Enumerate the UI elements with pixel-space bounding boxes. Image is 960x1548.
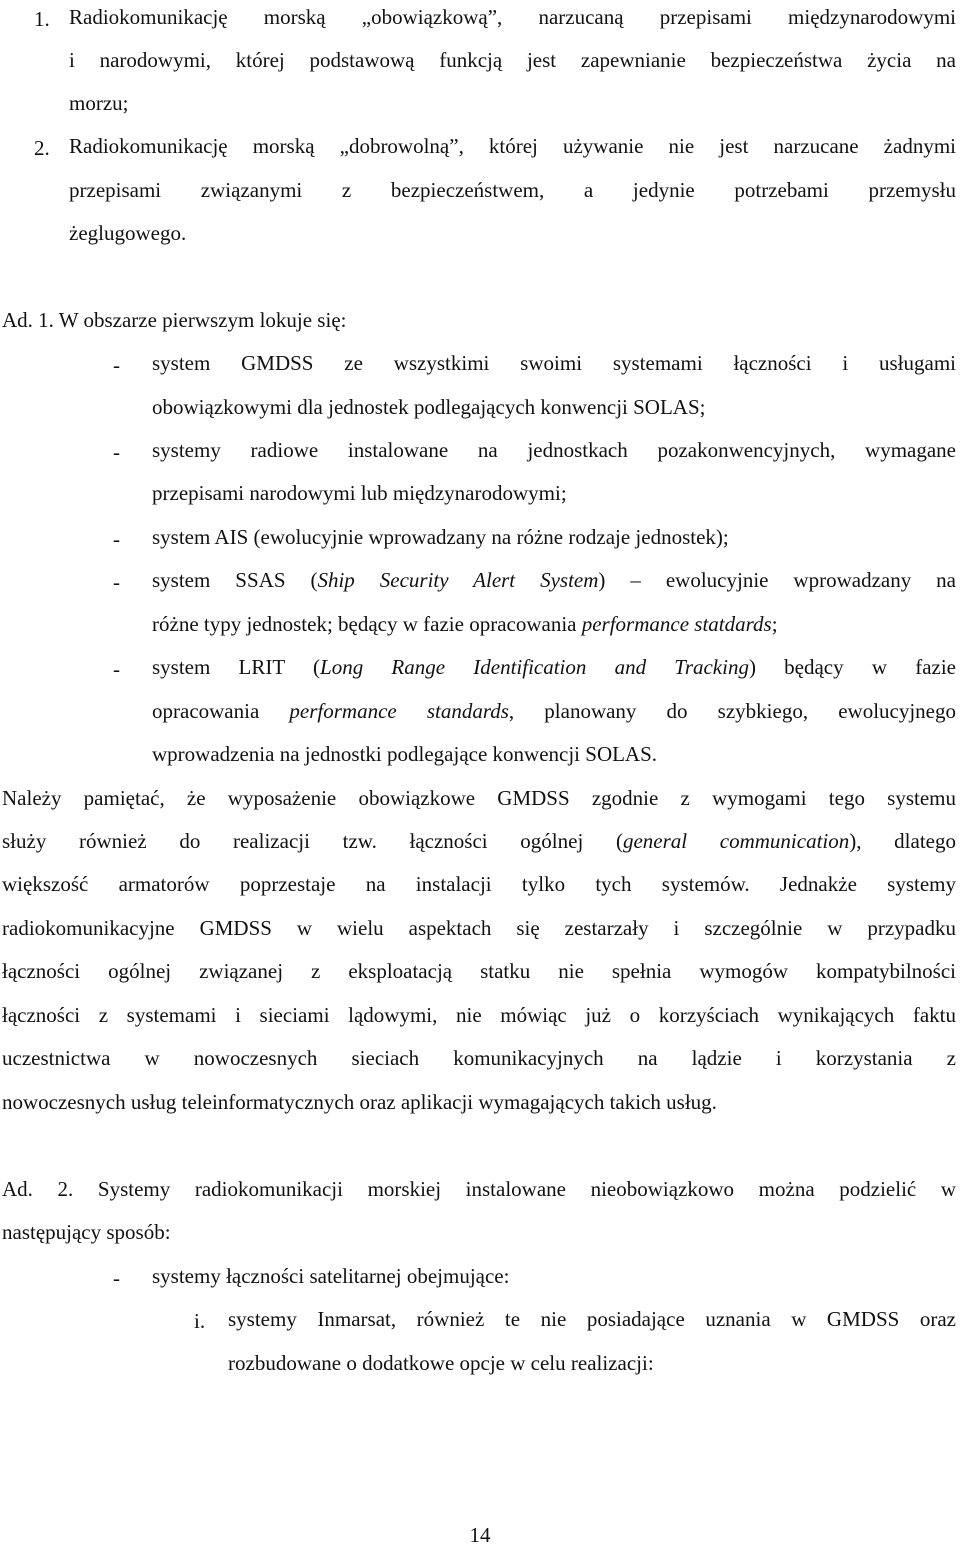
ad2-bullet-text: systemy łączności satelitarnej obejmujące: xyxy=(152,1264,510,1288)
list-item-1-line-1: Radiokomunikację morską „obowiązkową”, narzucaną przepisami międzynarodowymi xyxy=(69,5,956,29)
ad2-line-1: Ad. 2. Systemy radiokomunikacji morskiej instalowane nieobowiązkowo można podzielić w xyxy=(2,1177,956,1201)
bullet-dash: - xyxy=(113,657,120,681)
page-number: 14 xyxy=(469,1523,491,1547)
paragraph-line-8: nowoczesnych usług teleinformatycznych oraz aplikacji wymagających takich usług. xyxy=(2,1090,717,1114)
sublist-line-1: systemy Inmarsat, również te nie posiadające uznania w GMDSS oraz xyxy=(228,1307,956,1331)
bullet-dash: - xyxy=(113,1266,120,1290)
bullet-5-line-3: wprowadzenia na jednostki podlegające konwencji SOLAS. xyxy=(152,742,658,766)
paragraph-line-2: służy również do realizacji tzw. łączności ogólnej (general communication), dlatego xyxy=(2,829,956,853)
list-item-1-line-3: morzu; xyxy=(69,91,129,115)
bullet-dash: - xyxy=(113,570,120,594)
bullet-dash: - xyxy=(113,440,120,464)
bullet-4-line-1: system SSAS (Ship Security Alert System) – ewolucyjnie wprowadzany na xyxy=(152,568,957,592)
bullet-3-line-1: system AIS (ewolucyjnie wprowadzany na różne rodzaje jednostek); xyxy=(152,525,729,549)
paragraph-line-6: łączności z systemami i sieciami lądowymi, nie mówiąc już o korzyściach wynikających faktu xyxy=(2,1003,956,1027)
list-item-2-line-3: żeglugowego. xyxy=(69,221,187,245)
paragraph-line-3: większość armatorów poprzestaje na instalacji tylko tych systemów. Jednakże systemy xyxy=(2,872,956,896)
bullet-2-line-1: systemy radiowe instalowane na jednostkach pozakonwencyjnych, wymagane xyxy=(152,438,956,462)
sublist-marker: i. xyxy=(194,1309,206,1333)
paragraph-line-4: radiokomunikacyjne GMDSS w wielu aspektach się zestarzały i szczególnie w przypadku xyxy=(2,916,956,940)
bullet-5-line-1: system LRIT (Long Range Identification and Tracking) będący w fazie xyxy=(152,655,956,679)
bullet-1-line-1: system GMDSS ze wszystkimi swoimi systemami łączności i usługami xyxy=(152,351,956,375)
paragraph-line-1: Należy pamiętać, że wyposażenie obowiązkowe GMDSS zgodnie z wymogami tego systemu xyxy=(2,786,956,810)
paragraph-line-5: łączności ogólnej związanej z eksploatacją statku nie spełnia wymogów kompatybilności xyxy=(2,959,956,983)
list-item-2-line-1: Radiokomunikację morską „dobrowolną”, której używanie nie jest narzucane żadnymi xyxy=(69,134,956,158)
paragraph-line-7: uczestnictwa w nowoczesnych sieciach komunikacyjnych na lądzie i korzystania z xyxy=(2,1046,956,1070)
list-marker-2: 2. xyxy=(34,136,50,160)
bullet-dash: - xyxy=(113,353,120,377)
ad2-line-2: następujący sposób: xyxy=(2,1220,171,1244)
ad1-heading: Ad. 1. W obszarze pierwszym lokuje się: xyxy=(2,308,347,332)
list-item-2-line-2: przepisami związanymi z bezpieczeństwem, a jedynie potrzebami przemysłu xyxy=(69,178,956,202)
bullet-4-line-2: różne typy jednostek; będący w fazie opracowania performance statdards; xyxy=(152,612,778,636)
list-marker-1: 1. xyxy=(34,7,50,31)
bullet-2-line-2: przepisami narodowymi lub międzynarodowymi; xyxy=(152,481,567,505)
bullet-dash: - xyxy=(113,527,120,551)
bullet-1-line-2: obowiązkowymi dla jednostek podlegających konwencji SOLAS; xyxy=(152,395,706,419)
bullet-5-line-2: opracowania performance standards, planowany do szybkiego, ewolucyjnego xyxy=(152,699,956,723)
sublist-line-2: rozbudowane o dodatkowe opcje w celu realizacji: xyxy=(228,1351,654,1375)
list-item-1-line-2: i narodowymi, której podstawową funkcją jest zapewnianie bezpieczeństwa życia na xyxy=(69,48,956,72)
